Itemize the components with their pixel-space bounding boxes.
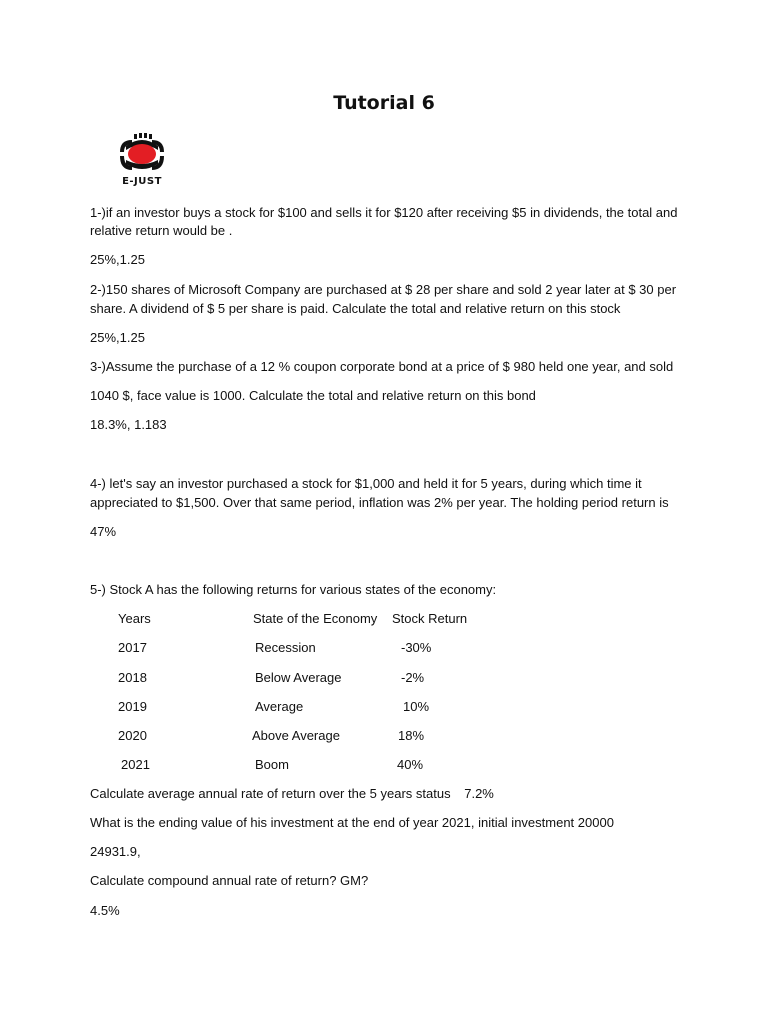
answer-5a: 7.2% <box>464 786 494 801</box>
table-cell-state: Above Average <box>252 728 340 743</box>
logo-text: E-JUST <box>122 176 162 187</box>
question-2-line-1: 2-)150 shares of Microsoft Company are purchased at $ 28 per share and sold 2 year later at $ 30 per <box>90 282 677 297</box>
answer-3: 18.3%, 1.183 <box>90 417 167 432</box>
answer-1: 25%,1.25 <box>90 252 145 267</box>
question-1-line-2: relative return would be . <box>90 223 233 238</box>
question-4-line-1: 4-) let's say an investor purchased a stock for $1,000 and held it for 5 years, during which time it <box>90 476 642 491</box>
question-5-intro: 5-) Stock A has the following returns for various states of the economy: <box>90 582 497 597</box>
ejust-logo-icon <box>112 132 172 176</box>
table-cell-state: Average <box>255 699 304 714</box>
table-cell-year: 2019 <box>118 699 147 714</box>
question-5b: What is the ending value of his investment at the end of year 2021, initial investment 20000 <box>90 815 614 830</box>
question-2-line-2: share. A dividend of $ 5 per share is paid. Calculate the total and relative return on this stock <box>90 301 621 316</box>
table-cell-state: Boom <box>255 757 289 772</box>
table-cell-state: Recession <box>255 640 316 655</box>
question-5c: Calculate compound annual rate of return? GM? <box>90 873 369 888</box>
table-cell-year: 2018 <box>118 670 147 685</box>
answer-2: 25%,1.25 <box>90 330 145 345</box>
question-5a-text: Calculate average annual rate of return over the 5 years status <box>90 786 451 801</box>
table-cell-return: -2% <box>401 670 425 685</box>
table-cell-return: 40% <box>397 757 424 772</box>
ejust-logo <box>112 132 184 188</box>
page-title: Tutorial 6 <box>333 92 435 114</box>
table-cell-year: 2017 <box>118 640 147 655</box>
answer-4: 47% <box>90 524 117 539</box>
table-header-return: Stock Return <box>392 611 468 626</box>
question-5a <box>90 785 494 803</box>
table-cell-state: Below Average <box>255 670 342 685</box>
question-3-line-2: 1040 $, face value is 1000. Calculate the total and relative return on this bond <box>90 388 536 403</box>
question-4-line-2: appreciated to $1,500. Over that same period, inflation was 2% per year. The holding period return is <box>90 495 669 510</box>
question-1-line-1: 1-)if an investor buys a stock for $100 and sells it for $120 after receiving $5 in dividends, the total and <box>90 205 678 220</box>
answer-5b: 24931.9, <box>90 844 141 859</box>
table-header-state: State of the Economy <box>253 611 378 626</box>
table-cell-year: 2021 <box>121 757 150 772</box>
table-cell-return: -30% <box>401 640 432 655</box>
question-3-line-1: 3-)Assume the purchase of a 12 % coupon corporate bond at a price of $ 980 held one year, and sold <box>90 359 674 374</box>
answer-5c: 4.5% <box>90 903 120 918</box>
table-cell-return: 10% <box>403 699 430 714</box>
table-cell-year: 2020 <box>118 728 147 743</box>
table-header-years: Years <box>118 611 151 626</box>
table-cell-return: 18% <box>398 728 425 743</box>
